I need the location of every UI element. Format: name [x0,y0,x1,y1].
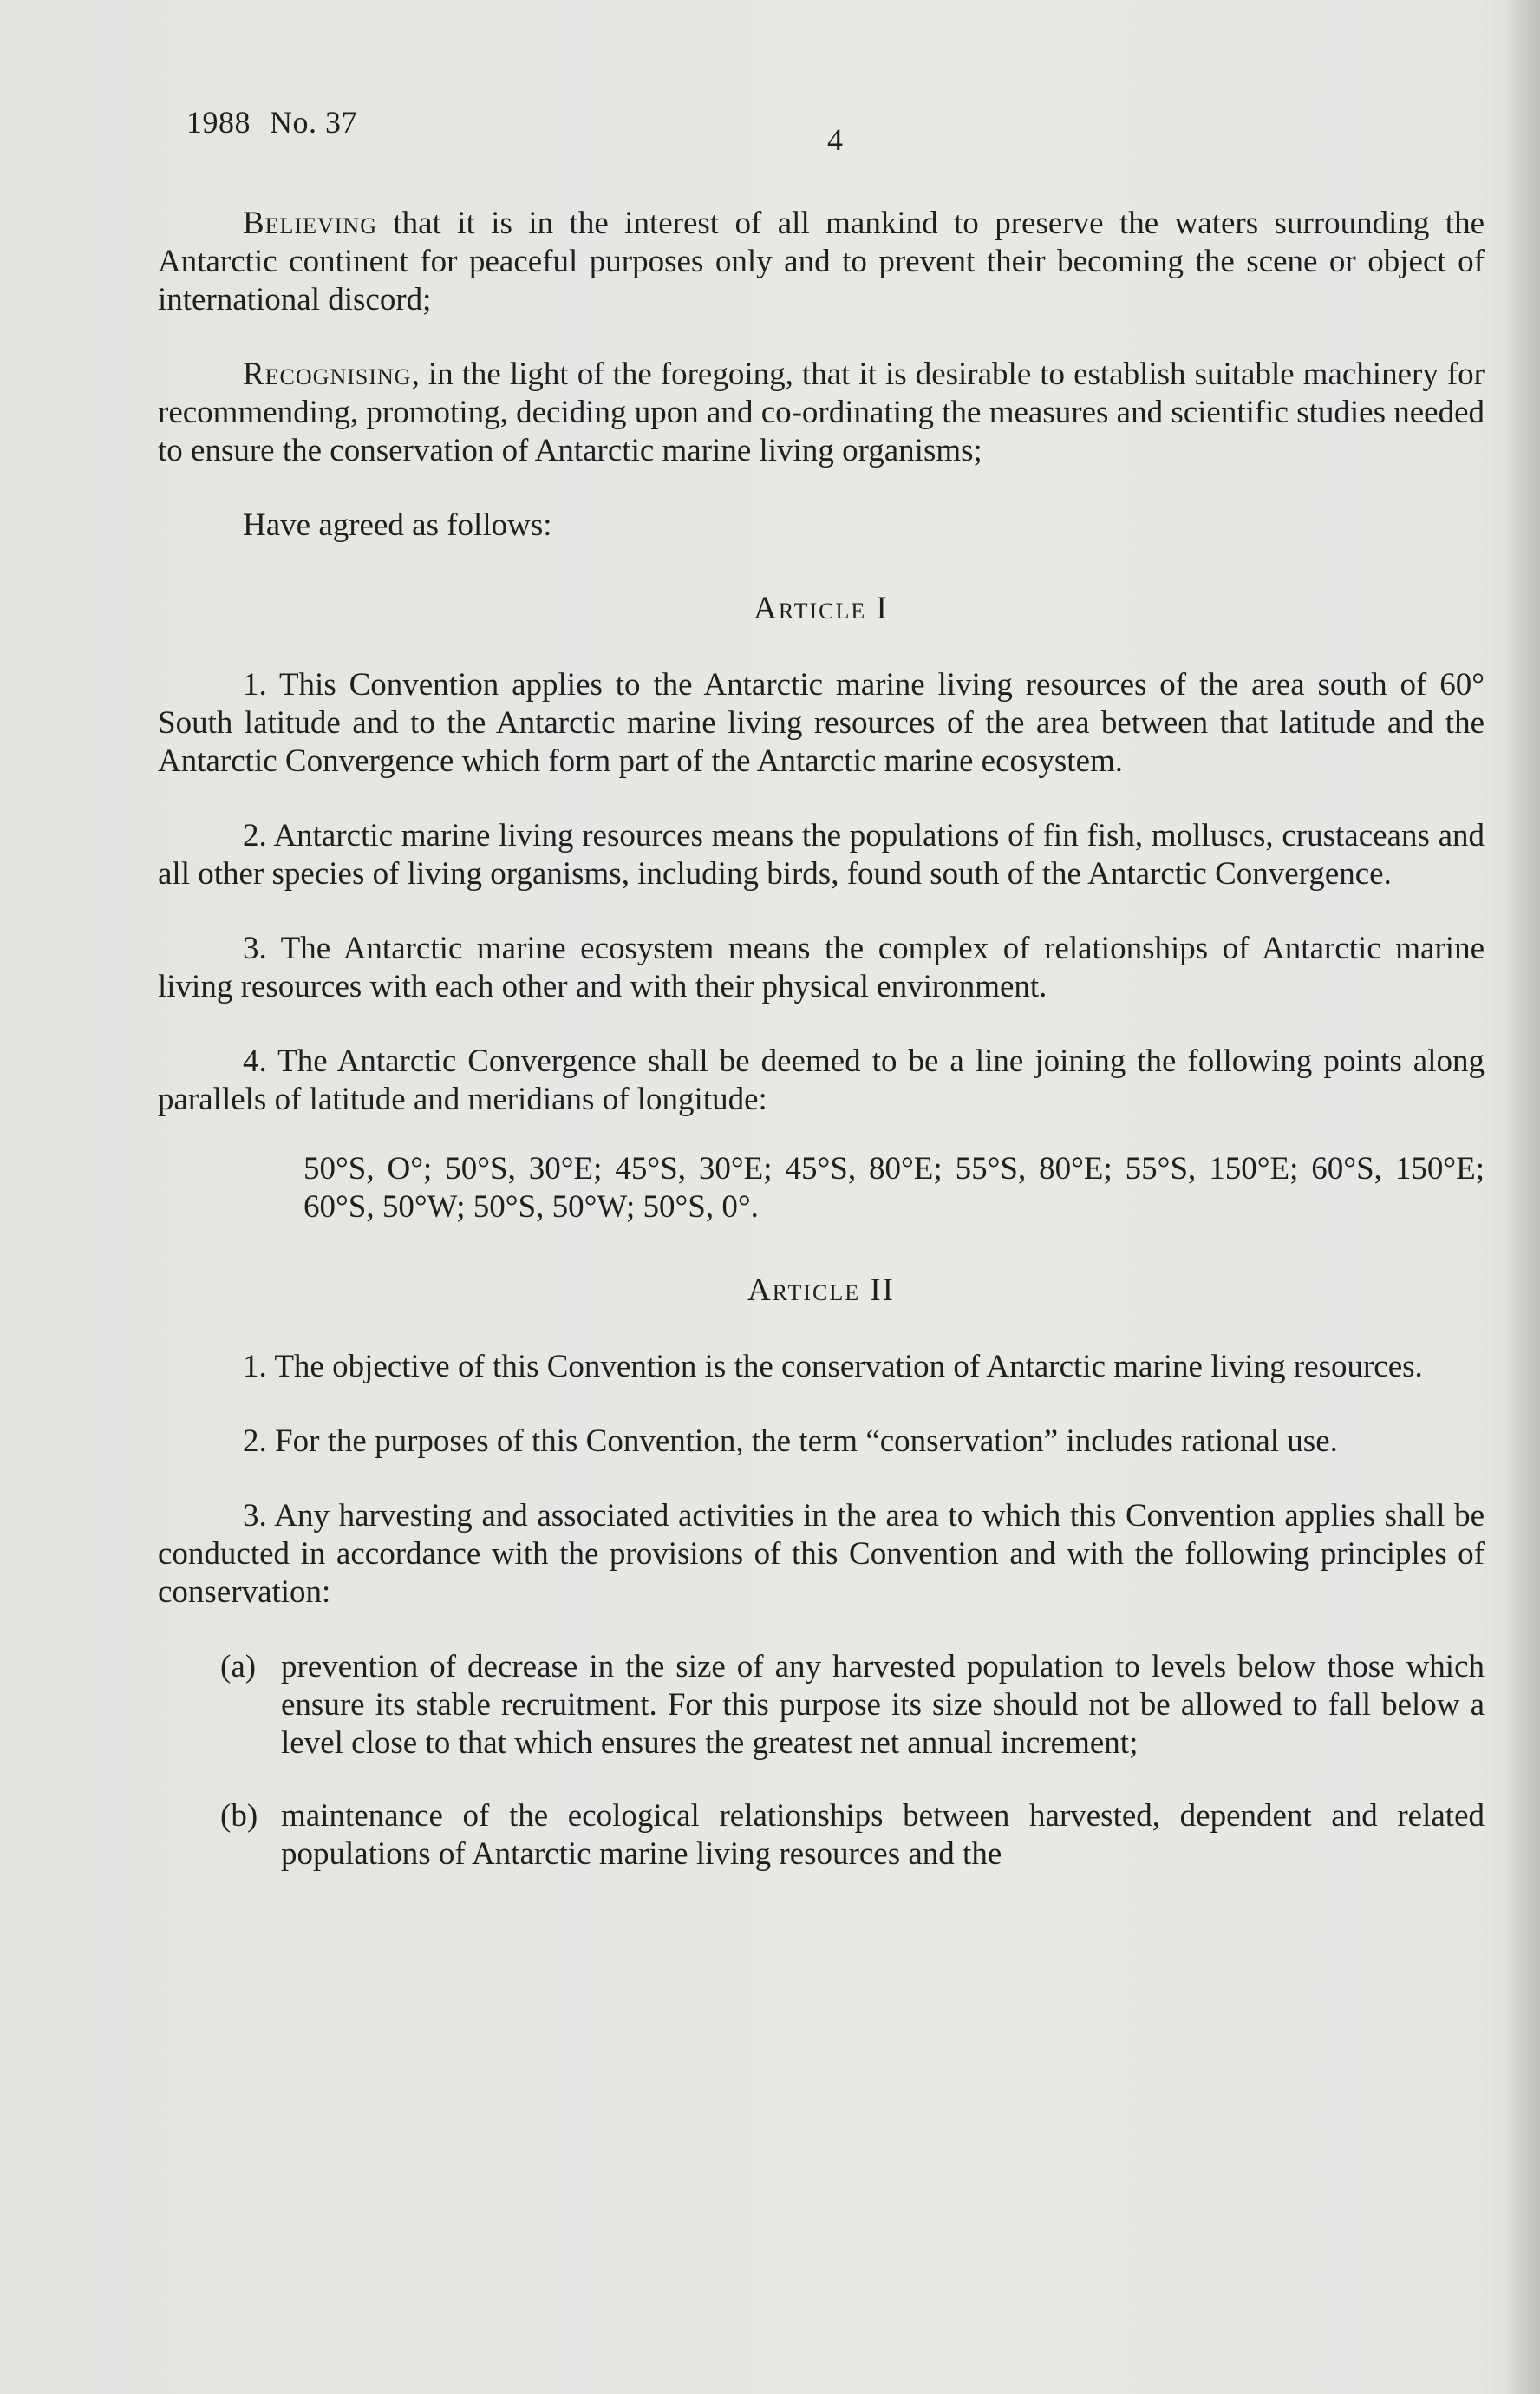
article-2-paragraph: 1. The objective of this Convention is the conservation of Antarctic marine living resources. [243,1349,1423,1384]
preamble-lead: Believing [243,206,377,241]
article-1-paragraph: 4. The Antarctic Convergence shall be deemed to be a line joining the following points along parallels of latitude and meridians of longitude: [158,1043,1485,1117]
preamble-recognising [158,356,1485,470]
preamble-lead: Recognising [243,356,412,392]
article-2-paragraph: 2. For the purposes of this Convention, the term “conservation” includes rational use. [243,1423,1338,1459]
list-item-label: (a) [220,1649,257,1684]
conservation-principles-list [158,1648,1485,1874]
preamble-text: that it is in the interest of all mankind to preserve the waters surrounding the Antarctic continent for peaceful purposes only and to prevent their becoming the scene or object of international discord; [158,206,1485,317]
list-item-text: maintenance of the ecological relationships between harvested, dependent and related populations of Antarctic marine living resources and the [281,1798,1485,1872]
list-item [158,1648,1485,1763]
article-2-heading: Article II [747,1272,896,1308]
article-1-paragraph: 2. Antarctic marine living resources means the populations of fin fish, molluscs, crustaceans and all other species of living organisms, including birds, found south of the Antarctic Convergence. [158,818,1485,892]
preamble-believing [158,205,1485,319]
list-item-text: prevention of decrease in the size of any harvested population to levels below those which ensure its stable recruitment. For this purpose its size should not be allowed to fall below a level close to that which ensures the greatest net annual increment; [281,1649,1485,1761]
document-reference [186,104,357,141]
page-number: 4 [827,122,843,157]
document-number: No. 37 [270,105,357,140]
list-item [158,1797,1485,1874]
preamble-text: , in the light of the foregoing, that it is desirable to establish suitable machinery for recommending, promoting, deciding upon and co-ordinating the measures and scientific studies needed to ensure the conservation of Antarctic marine living organisms; [158,356,1485,468]
article-2-paragraph: 3. Any harvesting and associated activities in the area to which this Convention applies shall be conducted in accordance with the provisions of this Convention and with the following principles of conservation: [158,1498,1485,1610]
article-1-paragraph: 1. This Convention applies to the Antarctic marine living resources of the area south of 60° South latitude and to the Antarctic marine living resources of the area between that latitude and the Antarctic Convergence which form part of the Antarctic marine ecosystem. [158,667,1485,779]
convergence-coordinates: 50°S, O°; 50°S, 30°E; 45°S, 30°E; 45°S, 80°E; 55°S, 80°E; 55°S, 150°E; 60°S, 150°E; 60°S, 50°W; 50°S, 50°W; 50°S, 0°. [303,1151,1485,1225]
list-item-label: (b) [220,1798,258,1834]
document-year: 1988 [186,105,251,140]
article-1-heading: Article I [754,591,889,626]
page-edge-shadow [1505,0,1540,2394]
article-1-paragraph: 3. The Antarctic marine ecosystem means the complex of relationships of Antarctic marine living resources with each other and with their physical environment. [158,931,1485,1004]
agreed-statement: Have agreed as follows: [243,507,552,543]
document-body [158,205,1485,1908]
